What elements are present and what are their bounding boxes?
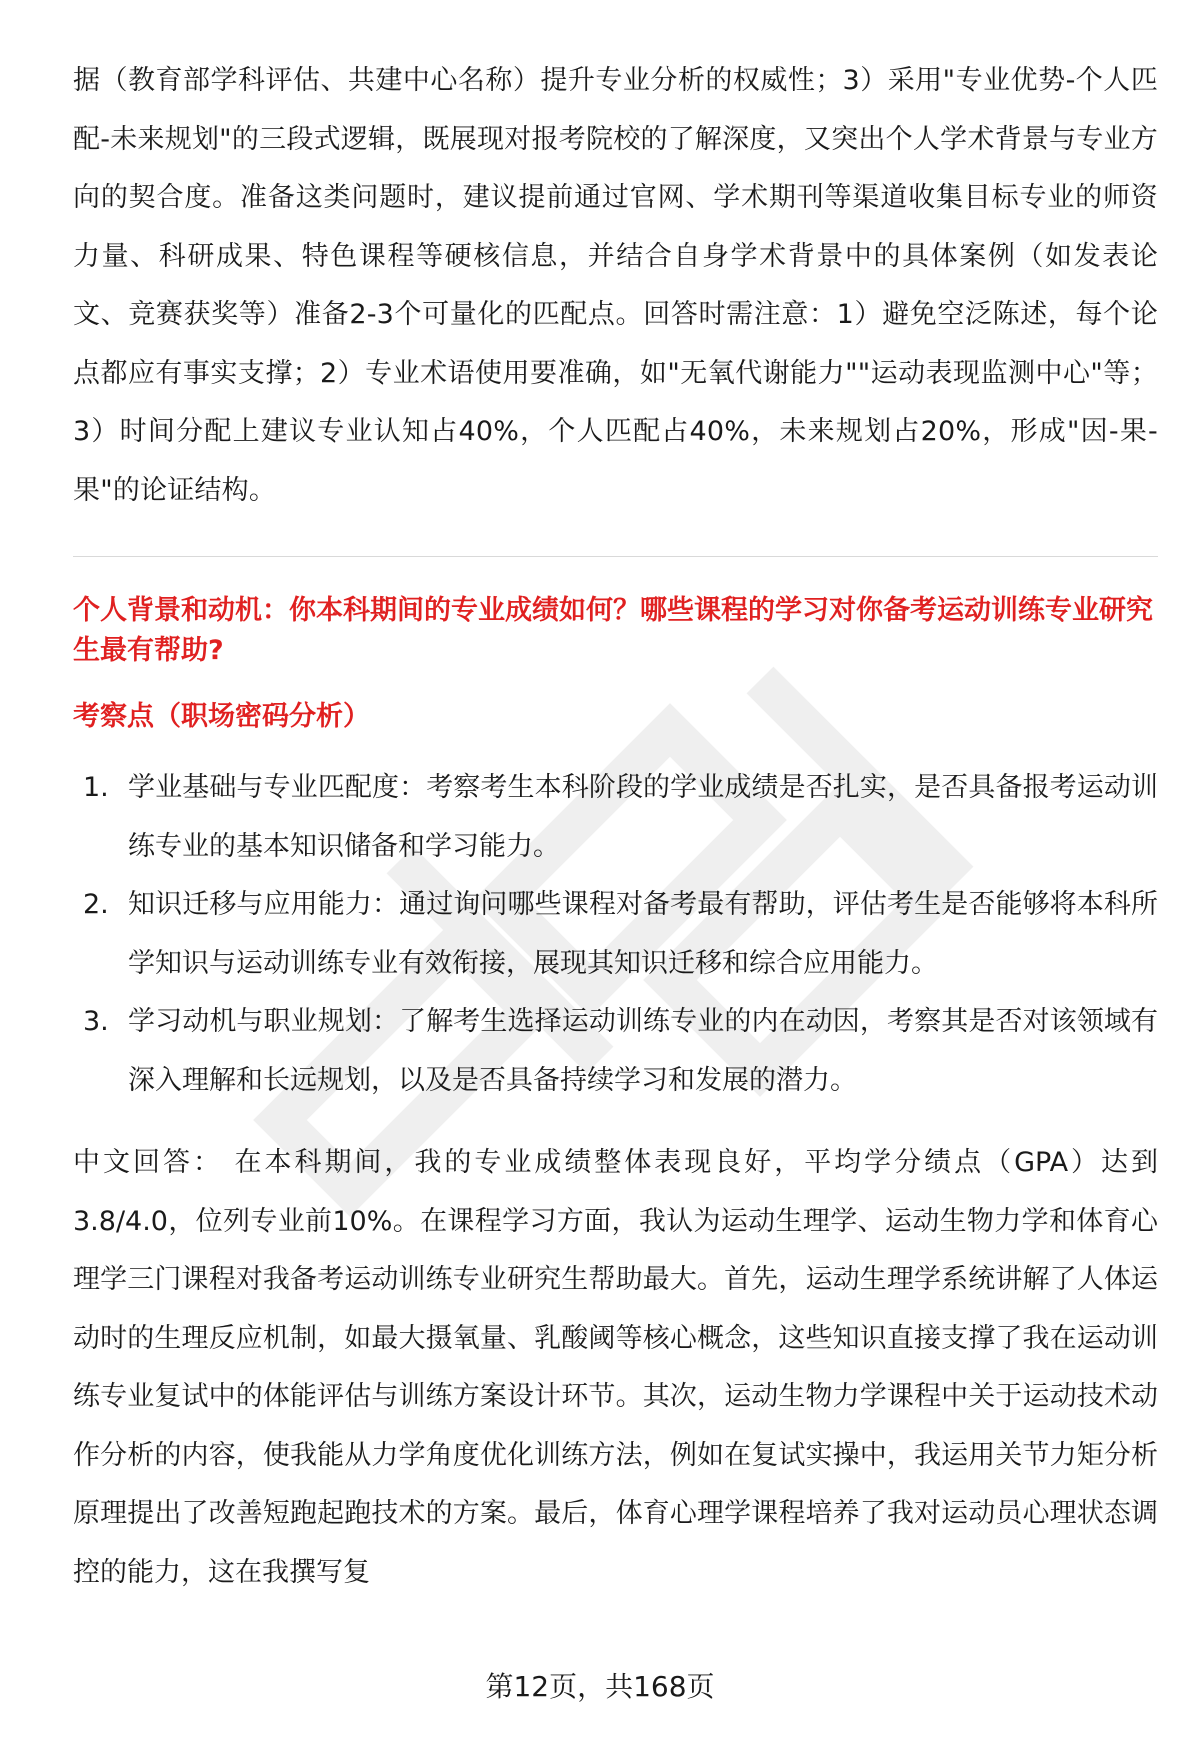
intro-paragraph: 据（教育部学科评估、共建中心名称）提升专业分析的权威性；3）采用"专业优势-个人匹配-未来规划"的三段式逻辑，既展现对报考院校的了解深度，又突出个人学术背景与专业方向的契合度。准备这类问题时，建议提前通过官网、学术期刊等渠道收集目标专业的师资力量、科研成果、特色课程等硬核信息，并结合自身学术背景中的具体案例（如发表论文、竞赛获奖等）准备2-3个可量化的匹配点。回答时需注意：1）避免空泛陈述，每个论点都应有事实支撑；2）专业术语使用要准确，如"无氧代谢能力""运动表现监测中心"等；3）时间分配上建议专业认知占40%，个人匹配占40%，未来规划占20%，形成"因-果-果"的论证结构。 xyxy=(73,65,1158,506)
exam-point-number: 3. xyxy=(83,1006,109,1037)
exam-point-text: 知识迁移与应用能力：通过询问哪些课程对备考最有帮助，评估考生是否能够将本科所学知识与运动训练专业有效衔接，展现其知识迁移和综合应用能力。 xyxy=(128,889,1158,979)
exam-point-item xyxy=(73,876,1158,993)
document-body xyxy=(73,52,1158,1602)
exam-point-number: 1. xyxy=(83,772,109,803)
exam-points-heading: 考察点（职场密码分析） xyxy=(73,701,370,732)
exam-point-item xyxy=(73,759,1158,876)
exam-point-text: 学业基础与专业匹配度：考察考生本科阶段的学业成绩是否扎实，是否具备报考运动训练专业的基本知识储备和学习能力。 xyxy=(128,772,1158,862)
exam-point-text: 学习动机与职业规划：了解考生选择运动训练专业的内在动因，考察其是否对该领域有深入理解和长远规划，以及是否具备持续学习和发展的潜力。 xyxy=(128,1006,1158,1096)
answer-paragraph: 中文回答： 在本科期间，我的专业成绩整体表现良好，平均学分绩点（GPA）达到3.8/4.0，位列专业前10%。在课程学习方面，我认为运动生理学、运动生物力学和体育心理学三门课程对我备考运动训练专业研究生帮助最大。首先，运动生理学系统讲解了人体运动时的生理反应机制，如最大摄氧量、乳酸阈等核心概念，这些知识直接支撑了我在运动训练专业复试中的体能评估与训练方案设计环节。其次，运动生物力学课程中关于运动技术动作分析的内容，使我能从力学角度优化训练方法，例如在复试实操中，我运用关节力矩分析原理提出了改善短跑起跑技术的方案。最后，体育心理学课程培养了我对运动员心理状态调控的能力，这在我撰写复 xyxy=(73,1147,1158,1588)
question-heading: 个人背景和动机：你本科期间的专业成绩如何？哪些课程的学习对你备考运动训练专业研究生最有帮助? xyxy=(73,595,1153,666)
exam-points-list xyxy=(73,759,1158,1110)
section-divider xyxy=(73,556,1158,557)
exam-point-item xyxy=(73,993,1158,1110)
page-footer: 第12页，共168页 xyxy=(485,1670,715,1703)
exam-point-number: 2. xyxy=(83,889,109,920)
